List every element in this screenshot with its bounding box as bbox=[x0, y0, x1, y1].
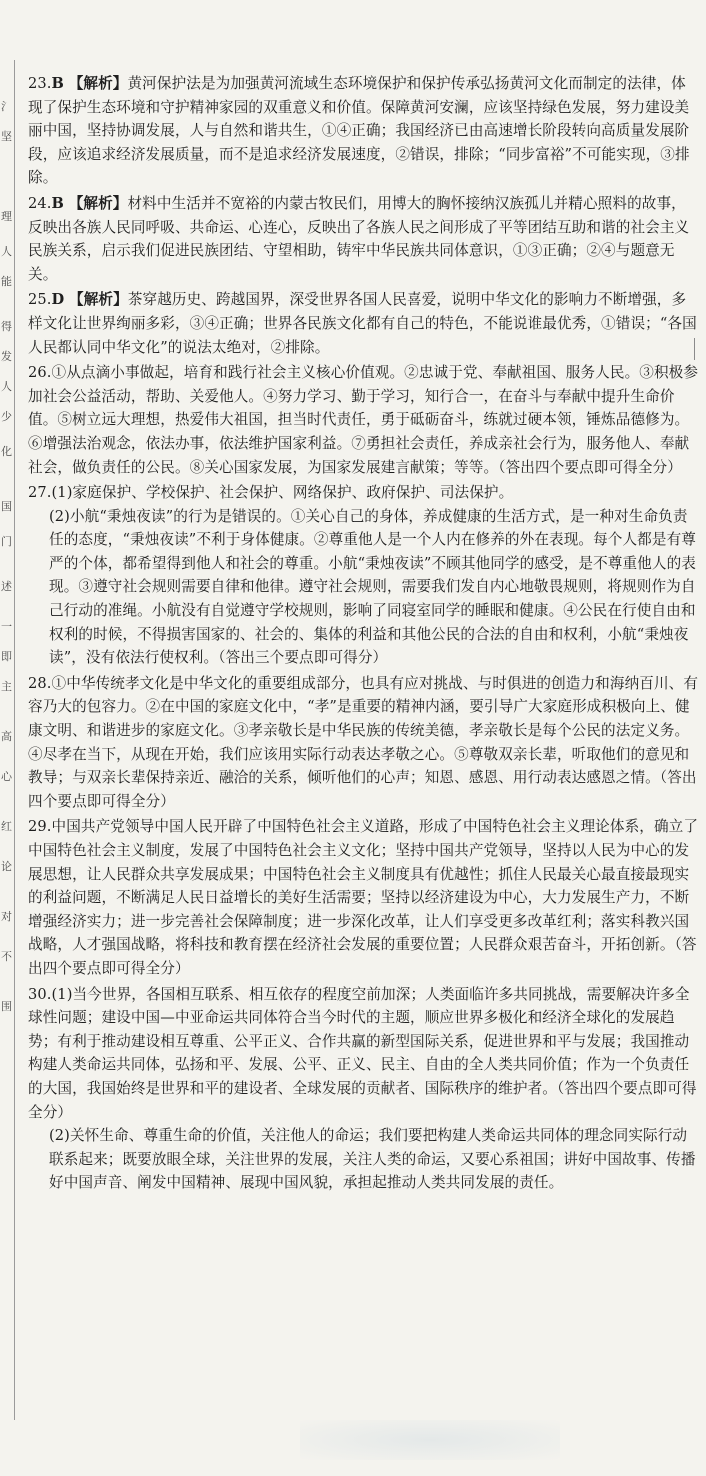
answer-paragraph bbox=[28, 815, 700, 980]
margin-char: 红 bbox=[1, 820, 12, 833]
margin-char: 人 bbox=[1, 245, 12, 258]
margin-char: 主 bbox=[1, 680, 12, 693]
margin-char: 心 bbox=[1, 770, 12, 783]
question-number: 25. bbox=[28, 291, 52, 309]
answer-choice: B bbox=[51, 75, 64, 92]
answer-paragraph bbox=[28, 72, 700, 190]
binding-margin-line bbox=[14, 60, 15, 1420]
margin-char: 高 bbox=[1, 730, 12, 743]
margin-char: 理 bbox=[1, 210, 12, 223]
analysis-tag: 【解析】 bbox=[69, 291, 128, 309]
question-23 bbox=[28, 72, 700, 190]
answer-text: (1)当今世界，各国相互联系、相互依存的程度空前加深；人类面临许多共同挑战，需要解决许多全球性问题；建设中国—中亚命运共同体符合当今时代的主题，顺应世界多极化和经济全球化的发展趋势；有利于推动建设相互尊重、公平正义、合作共赢的新型国际关系，促进世界和平与发展；我国推动构建人类命运共同体，弘扬和平、发展、公平、正义、民主、自由的全人类共同价值；作为一个负责任的大国，我国始终是世界和平的建设者、全球发展的贡献者、国际秩序的维护者。（答出四个要点即可得全分） bbox=[28, 985, 697, 1121]
margin-char: 对 bbox=[1, 910, 12, 923]
answer-choice: B bbox=[51, 194, 64, 212]
answer-choice: D bbox=[51, 291, 65, 309]
margin-char: 得 bbox=[1, 320, 12, 333]
answer-paragraph bbox=[28, 192, 700, 286]
margin-char: 围 bbox=[1, 1000, 12, 1013]
answer-text: (1)家庭保护、学校保护、社会保护、网络保护、政府保护、司法保护。 bbox=[51, 484, 514, 502]
margin-char: 国 bbox=[1, 500, 12, 513]
margin-char: 不 bbox=[1, 950, 12, 963]
analysis-tag: 【解析】 bbox=[68, 194, 128, 212]
question-28 bbox=[28, 672, 700, 814]
margin-char: 门 bbox=[1, 535, 12, 548]
question-26 bbox=[28, 361, 700, 479]
answer-text: ①从点滴小事做起，培育和践行社会主义核心价值观。②忠诚于党、奉献祖国、服务人民。③积极参加社会公益活动，帮助、关爱他人。④努力学习、勤于学习，知行合一，在奋斗与奉献中提升生命价值。⑤树立远大理想，热爱伟大祖国，担当时代责任，勇于砥砺奋斗，练就过硬本领，锤炼品德修为。⑥增强法治观念，依法办事，依法维护国家利益。⑦勇担社会责任，养成亲社会行为，服务他人、奉献社会，做负责任的公民。⑧关心国家发展，为国家发展建言献策；等等。（答出四个要点即可得全分） bbox=[28, 364, 699, 476]
margin-char: 一 bbox=[1, 620, 12, 633]
sub-answer-paragraph: (2)小航“秉烛夜读”的行为是错误的。①关心自己的身体，养成健康的生活方式，是一种对生命负责任的态度，“秉烛夜读”不利于身体健康。②尊重他人是一个人内在修养的外在表现。每个人都是有尊严的个体，都希望得到他人和社会的尊重。小航“秉烛夜读”不顾其他同学的感受，是不尊重他人的表现。③遵守社会规则需要自律和他律。遵守社会规则，需要我们发自内心地敬畏规则，将规则作为自己行动的准绳。小航没有自觉遵守学校规则，影响了同寝室同学的睡眠和健康。④公民在行使自由和权利的时候，不得损害国家的、社会的、集体的利益和其他公民的合法的自由和权利，小航“秉烛夜读”，没有依法行使权利。（答出三个要点即可得分） bbox=[49, 507, 696, 667]
question-number: 23. bbox=[28, 75, 52, 92]
answer-paragraph bbox=[28, 361, 700, 479]
margin-char: 论 bbox=[1, 860, 12, 873]
answer-paragraph bbox=[28, 672, 700, 814]
margin-char: 少 bbox=[1, 410, 12, 423]
question-number: 24. bbox=[28, 194, 52, 212]
margin-char: 坚 bbox=[1, 130, 12, 143]
question-number: 30. bbox=[28, 985, 52, 1003]
question-24 bbox=[28, 192, 700, 286]
margin-char: 化 bbox=[1, 445, 12, 458]
answer-text: 黄河保护法是为加强黄河流域生态环境保护和保护传承弘扬黄河文化而制定的法律，体现了保护生态环境和守护精神家园的双重意义和价值。保障黄河安澜，应该坚持绿色发展，努力建设美丽中国，坚持协调发展，人与自然和谐共生，①④正确；我国经济已由高速增长阶段转向高质量发展阶段，应该追求经济发展质量，而不是追求经济发展速度，②错误，排除；“同步富裕”不可能实现，③排除。 bbox=[28, 75, 690, 187]
margin-char: 即 bbox=[1, 650, 12, 663]
answer-key-content bbox=[28, 72, 700, 1197]
question-25 bbox=[28, 288, 700, 359]
margin-char: 氵 bbox=[1, 100, 12, 113]
answer-paragraph bbox=[28, 481, 700, 505]
margin-char: 人 bbox=[1, 380, 12, 393]
scan-smudge bbox=[300, 1420, 560, 1460]
question-29 bbox=[28, 815, 700, 980]
question-number: 27. bbox=[28, 484, 52, 502]
question-number: 28. bbox=[28, 674, 52, 692]
sub-answer-paragraph: (2)关怀生命、尊重生命的价值，关注他人的命运；我们要把构建人类命运共同体的理念同实际行动联系起来；既要放眼全球，关注世界的发展，关注人类的命运，又要心系祖国；讲好中国故事、传播好中国声音、阐发中国精神、展现中国风貌，承担起推动人类共同发展的责任。 bbox=[49, 1127, 696, 1192]
margin-char: 能 bbox=[1, 275, 12, 288]
question-27 bbox=[28, 481, 700, 670]
question-number: 26. bbox=[28, 364, 52, 382]
answer-paragraph bbox=[28, 983, 700, 1125]
answer-paragraph bbox=[28, 288, 700, 359]
answer-text: 材料中生活并不宽裕的内蒙古牧民们，用博大的胸怀接纳汉族孤儿并精心照料的故事，反映出各族人民同呼吸、共命运、心连心，反映出了各族人民之间形成了平等团结互助和谐的社会主义民族关系，启示我们促进民族团结、守望相助，铸牢中华民族共同体意识，①③正确；②④与题意无关。 bbox=[28, 194, 690, 283]
question-number: 29. bbox=[28, 818, 52, 836]
answer-text: 茶穿越历史、跨越国界，深受世界各国人民喜爱，说明中华文化的影响力不断增强，多样文化让世界绚丽多彩，③④正确；世界各民族文化都有自己的特色，不能说谁最优秀，①错误；“各国人民都认同中华文化”的说法太绝对，②排除。 bbox=[28, 291, 697, 356]
margin-char: 述 bbox=[1, 580, 12, 593]
margin-char: 发 bbox=[1, 350, 12, 363]
answer-text: 中国共产党领导中国人民开辟了中国特色社会主义道路，形成了中国特色社会主义理论体系，确立了中国特色社会主义制度，发展了中国特色社会主义文化；坚持中国共产党领导，坚持以人民为中心的发展思想，让人民群众共享发展成果；中国特色社会主义制度具有优越性；抓住人民最关心最直接最现实的利益问题，不断满足人民日益增长的美好生活需要；坚持以经济建设为中心，大力发展生产力，不断增强经济实力；进一步完善社会保障制度；进一步深化改革，让人们享受更多改革红利；落实科教兴国战略，人才强国战略，将科技和教育摆在经济社会发展的重要位置；人民群众艰苦奋斗，开拓创新。（答出四个要点即可得全分） bbox=[28, 818, 699, 977]
answer-text: ①中华传统孝文化是中华文化的重要组成部分，也具有应对挑战、与时俱进的创造力和海纳百川、有容乃大的包容力。②在中国的家庭文化中，“孝”是重要的精神内涵，要引导广大家庭形成积极向上、健康文明、和谐进步的家庭文化。③孝亲敬长是中华民族的传统美德，孝亲敬长是每个公民的法定义务。④尽孝在当下，从现在开始，我们应该用实际行动表达孝敬之心。⑤尊敬双亲长辈，听取他们的意见和教导；与双亲长辈保持亲近、融洽的关系，倾听他们的心声；知恩、感恩、用行动表达感恩之情。（答出四个要点即可得全分） bbox=[28, 674, 699, 810]
analysis-tag: 【解析】 bbox=[68, 75, 128, 92]
question-30 bbox=[28, 983, 700, 1195]
